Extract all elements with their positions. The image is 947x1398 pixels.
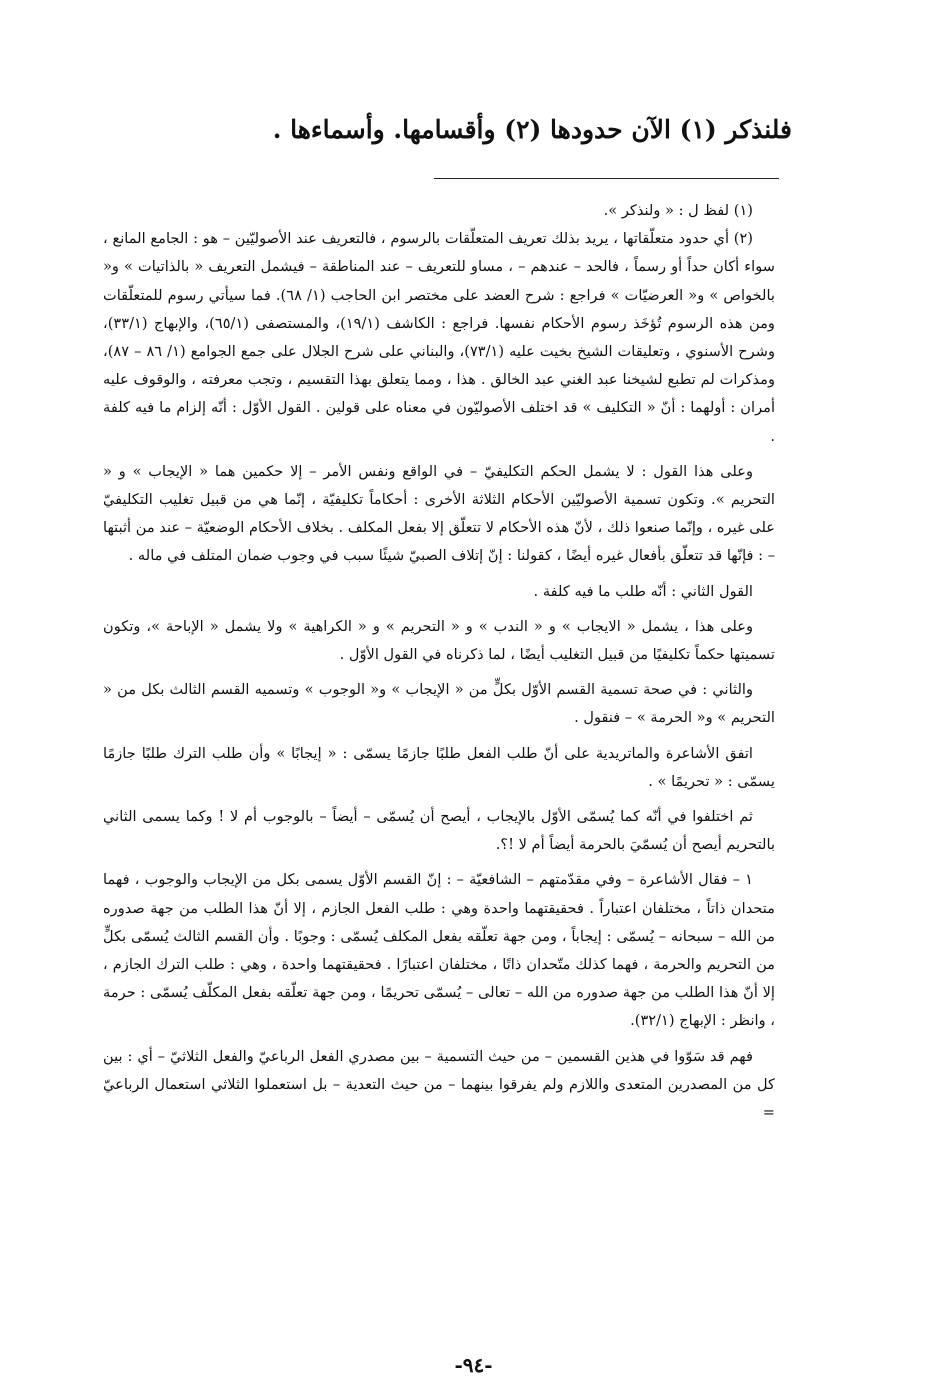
footnote-paragraph: القول الثاني : أنّه طلب ما فيه كلفة . bbox=[533, 582, 753, 600]
footnote-paragraph: (١) لفظ ل : « ولنذكر ». bbox=[603, 202, 753, 219]
footnote-paragraph: اتفق الأشاعرة والماتريدية على أنّ طلب الفعل طلبًا جازمًا يسمّى : « إيجابًا » وأن طلب الترك طلبًا جازمًا يسمّى : « تحريمًا » . bbox=[103, 744, 775, 790]
main-text: فلنذكر (١) الآن حدودها (٢) وأقسامها. وأسماءها . bbox=[272, 115, 792, 144]
footnote-paragraph: وعلى هذا القول : لا يشمل الحكم التكليفيّ – في الواقع ونفس الأمر – إلا حكمين هما « الإيجاب » و « التحريم ». وتكون تسمية الأصوليّين الأحكام الثلاثة الأخرى : أحكاماً تكليفيّة ، إنّما هي من قبيل تغليب التكليفيّ على غيره ، وإنّما صنعوا ذلك ، لأنّ هذه الأحكام لا تتعلّق إلا بفعل المكلف . بخلاف الأحكام الوضعيّة – عند من أثبتها – : فإنّها قد تتعلّق بأفعال غيره أيضًا ، كقولنا : إنّ إتلاف الصبيّ شيئًا سبب في وجوب ضمان المتلف في ماله . bbox=[103, 462, 775, 565]
footnote-paragraph: وعلى هذا ، يشمل « الايجاب » و « الندب » و « التحريم » و « الكراهية » ولا يشمل « الإباحة »، وتكون تسميتها حكماً تكليفيًا من قبيل التغليب أيضًا ، لما ذكرناه في القول الأوّل . bbox=[103, 617, 775, 664]
page-number: -٩٤- bbox=[454, 1353, 493, 1377]
footnote-paragraph: فهم قد سَوّوا في هذين القسمين – من حيث التسمية – بين مصدري الفعل الرباعيّ والفعل الثلاثيّ – أي : بين كل من المصدرين المتعدى واللازم ولم يفرقوا بينهما – من حيث التعدية – بل استعملوا الثلاثي استعمال الرباعيّ = bbox=[103, 1047, 775, 1122]
footnote-paragraph: والثاني : في صحة تسمية القسم الأوّل بكلٍّ من « الإيجاب » و« الوجوب » وتسميه القسم الثالث بكل من « التحريم » و« الحرمة » – فنقول . bbox=[103, 681, 775, 727]
footnotes bbox=[103, 197, 775, 1127]
footnote-paragraph: (٢) أي حدود متعلّقاتها ، يريد بذلك تعريف المتعلّقات بالرسوم ، فالتعريف عند الأصوليّين – هو : الجامع المانع ، سواء أكان حداً أو رسماً ، فالحد – عندهم – ، مساو للتعريف – عند المناطقة – فيشمل التعريف « بالذاتيات » و« بالخواص » و« العرضيّات » فراجع : شرح العضد على مختصر ابن الحاجب (١/ ٦٨). فما سيأتي رسوم للمتعلّقات ومن هذه الرسوم تُؤخَذ رسوم الأحكام نفسها. فراجع : الكاشف (١٩/١)، والمستصفى (٦٥/١)، والإبهاج (٣٣/١)، وشرح الأسنوي ، وتعليقات الشيخ بخيت عليه (٧٣/١)، والبناني على شرح الجلال على جمع الجوامع (١/ ٨٦ – ٨٧)، ومذكرات لم تطبع لشيخنا عبد الغني عبد الخالق . هذا ، ومما يتعلق بهذا التقسيم ، وتجب معرفته ، والوقوف عليه أمران : أولهما : أنّ « التكليف » قد اختلف الأصوليّون في معناه على قولين . القول الأوّل : أنّه إلزام ما فيه كلفة . bbox=[103, 230, 775, 445]
footnote-paragraph: ثم اختلفوا في أنّه كما يُسمّى الأوّل بالإيجاب ، أيصح أن يُسمّى – أيضاً – بالوجوب أم لا ! وكما يسمى الثاني بالتحريم أيصح أن يُسمّيَ بالحرمة أيضاً أم لا !؟. bbox=[103, 808, 775, 854]
footnote-paragraph: ١ – فقال الأشاعرة – وفي مقدّمتهم – الشافعيّة – : إنّ القسم الأوّل يسمى بكل من الإيجاب والوجوب ، فهما متحدان ذاتاً ، مختلفان اعتباراً . فحقيقتهما واحدة وهي : طلب الفعل الجازم ، إلا أنّ هذا الطلب من جهة صدوره من الله – سبحانه – يُسمّى : إيجاباً ، ومن جهة تعلّقه بفعل المكلف يُسمّى : وجوبًا . وأن القسم الثالث يُسمّى بكلٍّ من التحريم والحرمة ، فهما كذلك متّحدان ذاتًا ، مختلفان اعتبارًا . فحقيقتهما واحدة ، وهي : طلب الترك الجازم ، إلا أنّ هذا الطلب من جهة صدوره من الله – تعالى – يُسمّى تحريمًا ، ومن جهة تعلّقه بفعل المكلّف يُسمّى : حرمة ، وانظر : الإبهاج (٣٢/١). bbox=[103, 871, 775, 1030]
footnote-separator bbox=[434, 178, 779, 179]
